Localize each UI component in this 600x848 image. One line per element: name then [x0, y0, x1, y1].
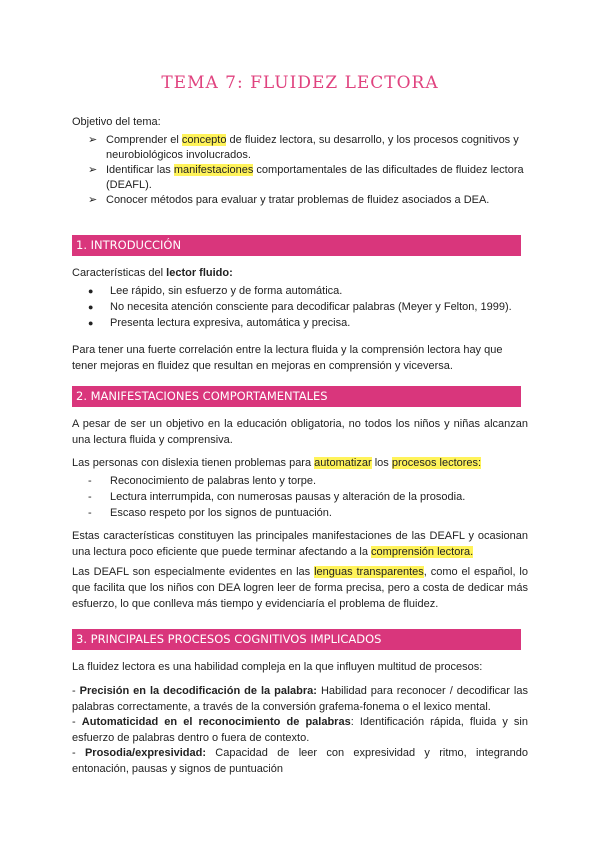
paragraph: La fluidez lectora es una habilidad compleja en la que influyen multitud de procesos:: [72, 661, 483, 673]
list-item: - Lectura interrumpida, con numerosas pausas y alteración de la prosodia.: [88, 491, 466, 503]
highlight: comprensión lectora.: [371, 546, 474, 558]
arrow-marker-icon: ➢: [88, 134, 98, 146]
bullet-icon: ●: [88, 318, 94, 328]
dash-marker: -: [88, 507, 92, 519]
highlight: procesos lectores:: [391, 457, 482, 469]
section-header-manifestaciones: 2. MANIFESTACIONES COMPORTAMENTALES: [72, 386, 521, 407]
process-item: - Automaticidad en el reconocimiento de palabras: Identificación rápida, fluida y sin esfuerzo de palabras dentro o fuera de contexto.: [72, 716, 528, 744]
highlight: automatizar: [314, 457, 372, 469]
page-title: TEMA 7: FLUIDEZ LECTORA: [161, 73, 439, 93]
highlight: manifestaciones: [173, 164, 254, 176]
objective-item: ➢ Conocer métodos para evaluar y tratar problemas de fluidez asociados a DEA.: [88, 194, 490, 206]
section-header-introduccion: 1. INTRODUCCIÓN: [72, 235, 521, 256]
arrow-marker-icon: ➢: [88, 194, 98, 206]
paragraph: A pesar de ser un objetivo en la educación obligatoria, no todos los niños y niñas alcanzan una lectura fluida y comprensiva.: [72, 418, 528, 446]
list-item: ● No necesita atención consciente para decodificar palabras (Meyer y Felton, 1999).: [88, 301, 512, 313]
list-item: - Reconocimiento de palabras lento y torpe.: [88, 475, 317, 487]
objective-item: ➢ Comprender el concepto de fluidez lectora, su desarrollo, y los procesos cognitivos y neurobiológicos involucrados.: [88, 134, 519, 161]
list-item: ● Lee rápido, sin esfuerzo y de forma automática.: [88, 285, 343, 297]
objective-item: ➢ Identificar las manifestaciones comportamentales de las dificultades de fluidez lectora (DEAFL).: [88, 164, 524, 191]
arrow-marker-icon: ➢: [88, 164, 98, 176]
highlight: concepto: [181, 134, 227, 146]
paragraph: Las DEAFL son especialmente evidentes en las lenguas transparentes, como el español, lo que facilita que los niños con DEA logren leer de forma precisa, pero a costa de dedicar más esfuerzo, lo que conlleva más tiempo y evidenciaría el problema de fluidez.: [72, 566, 528, 610]
section-header-procesos: 3. PRINCIPALES PROCESOS COGNITIVOS IMPLICADOS: [72, 629, 521, 650]
highlight: lenguas transparentes: [314, 566, 424, 578]
dash-marker: -: [88, 475, 92, 487]
paragraph: Las personas con dislexia tienen problemas para automatizar los procesos lectores:: [72, 457, 482, 469]
lector-fluido-intro: Características del lector fluido:: [72, 267, 233, 279]
list-item: - Escaso respeto por los signos de puntuación.: [88, 507, 332, 519]
process-item: - Prosodia/expresividad: Capacidad de leer con expresividad y ritmo, integrando entonación, pausas y signos de puntuación: [72, 747, 528, 775]
objective-heading: Objetivo del tema:: [72, 116, 161, 128]
dash-marker: -: [88, 491, 92, 503]
list-item: ● Presenta lectura expresiva, automática y precisa.: [88, 317, 351, 329]
process-item: - Precisión en la decodificación de la palabra: Habilidad para reconocer / decodificar las palabras correctamente, a través de la conversión grafema-fonema o el lexico mental.: [72, 685, 528, 713]
paragraph: Estas características constituyen las principales manifestaciones de las DEAFL y ocasionan una lectura poco eficiente que puede terminar afectando a la comprensión lectora.: [72, 530, 528, 558]
bullet-icon: ●: [88, 286, 94, 296]
bullet-icon: ●: [88, 302, 94, 312]
paragraph: Para tener una fuerte correlación entre la lectura fluida y la comprensión lectora hay que tener mejoras en fluidez que resultan en mejoras en comprensión y viceversa.: [72, 344, 503, 372]
